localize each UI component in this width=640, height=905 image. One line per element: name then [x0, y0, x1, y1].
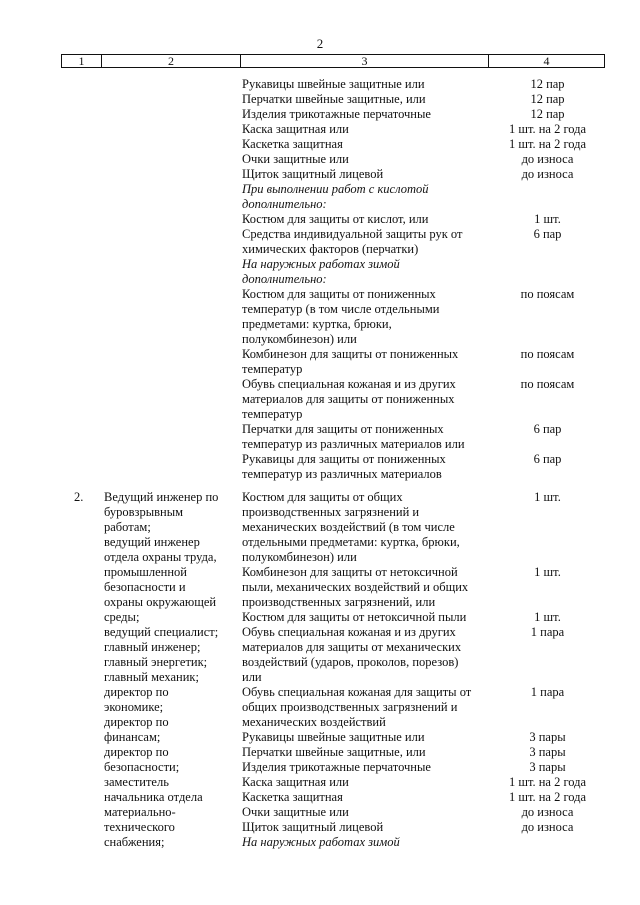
position-line: Ведущий инженер по	[104, 490, 219, 504]
item-line: На наружных работах зимой	[242, 835, 400, 849]
page-number: 2	[316, 36, 324, 51]
item-name	[242, 625, 490, 685]
item-line: Комбинезон для защиты от пониженных	[242, 347, 459, 361]
item-quantity: 1 шт. на 2 года	[508, 790, 587, 804]
item-name	[242, 452, 490, 482]
position-line: охраны окружающей	[104, 595, 217, 609]
section-note	[242, 182, 490, 212]
item-line: Костюм для защиты от нетоксичной пыли	[242, 610, 467, 624]
item-quantity: 1 шт.	[534, 610, 561, 624]
item-line: предметами: куртка, брюки,	[242, 317, 392, 331]
item-line: производственных загрязнений, или	[242, 595, 436, 609]
item-name	[242, 167, 490, 182]
item-line: Костюм для защиты от кислот, или	[242, 212, 429, 226]
item-line: Рукавицы швейные защитные или	[242, 77, 425, 91]
item-quantity: 12 пар	[530, 77, 565, 91]
position-line: главный инженер;	[104, 640, 201, 654]
item-name	[242, 287, 490, 347]
item-line: температур (в том числе отдельными	[242, 302, 440, 316]
item-quantity: по поясам	[520, 347, 575, 361]
item-quantity: 1 шт. на 2 года	[508, 775, 587, 789]
item-name	[242, 685, 490, 730]
item-line: Комбинезон для защиты от нетоксичной	[242, 565, 458, 579]
row-number: 2.	[74, 490, 84, 504]
item-line: температур из различных материалов или	[242, 437, 465, 451]
item-line: Обувь специальная кожаная и из других	[242, 377, 456, 391]
position-line: технического	[104, 820, 175, 834]
header-col-4: 4	[543, 54, 550, 68]
item-name	[242, 122, 490, 137]
section-note	[242, 835, 490, 850]
item-line: Каскетка защитная	[242, 790, 343, 804]
item-name	[242, 107, 490, 122]
item-name	[242, 490, 490, 565]
item-line: производственных загрязнений и	[242, 505, 420, 519]
position-line: снабжения;	[104, 835, 165, 849]
header-col-1: 1	[62, 55, 102, 67]
position-line: экономике;	[104, 700, 164, 714]
item-line: материалов для защиты от механических	[242, 640, 462, 654]
item-name	[242, 92, 490, 107]
item-quantity: 6 пар	[533, 422, 562, 436]
table-header-row	[61, 54, 605, 68]
item-line: механических воздействий (в том числе	[242, 520, 455, 534]
item-line: Изделия трикотажные перчаточные	[242, 760, 431, 774]
item-quantity: 3 пары	[529, 745, 566, 759]
header-col-3: 3	[241, 55, 489, 67]
header-col-2: 2	[102, 55, 241, 67]
item-name	[242, 760, 490, 775]
position-line: отдела охраны труда,	[104, 550, 217, 564]
item-quantity: по поясам	[520, 287, 575, 301]
item-name	[242, 775, 490, 790]
item-name	[242, 347, 490, 377]
position-line: директор по	[104, 745, 169, 759]
item-quantity: 3 пары	[529, 760, 566, 774]
position-line: ведущий специалист;	[104, 625, 219, 639]
item-line: воздействий (ударов, проколов, порезов)	[242, 655, 459, 669]
item-line: На наружных работах зимой	[242, 257, 400, 271]
position-line: директор по	[104, 685, 169, 699]
item-name	[242, 77, 490, 92]
item-line: Перчатки для защиты от пониженных	[242, 422, 444, 436]
item-quantity: до износа	[521, 167, 574, 181]
item-name	[242, 152, 490, 167]
item-quantity: 12 пар	[530, 107, 565, 121]
item-quantity: 1 шт.	[534, 490, 561, 504]
item-line: отдельными предметами: куртка, брюки,	[242, 535, 460, 549]
position-line: буровзрывным	[104, 505, 184, 519]
item-name	[242, 790, 490, 805]
position-line: финансам;	[104, 730, 161, 744]
position-line: безопасности и	[104, 580, 186, 594]
item-line: общих производственных загрязнений и	[242, 700, 458, 714]
item-quantity: 6 пар	[533, 452, 562, 466]
item-line: Каска защитная или	[242, 775, 349, 789]
item-line: температур	[242, 362, 303, 376]
position-line: работам;	[104, 520, 151, 534]
item-line: Костюм для защиты от общих	[242, 490, 403, 504]
item-line: При выполнении работ с кислотой	[242, 182, 429, 196]
item-quantity: 1 шт.	[534, 565, 561, 579]
item-quantity: 1 пара	[530, 625, 565, 639]
item-line: Очки защитные или	[242, 152, 349, 166]
item-quantity: по поясам	[520, 377, 575, 391]
item-name	[242, 565, 490, 610]
position-line: среды;	[104, 610, 140, 624]
item-name	[242, 137, 490, 152]
item-line: температур	[242, 407, 303, 421]
item-quantity: 1 шт. на 2 года	[508, 137, 587, 151]
item-name	[242, 377, 490, 422]
item-line: дополнительно:	[242, 197, 327, 211]
item-quantity: 1 шт.	[534, 212, 561, 226]
item-quantity: до износа	[521, 805, 574, 819]
position-line: начальника отдела	[104, 790, 203, 804]
item-name	[242, 422, 490, 452]
item-line: Рукавицы швейные защитные или	[242, 730, 425, 744]
section-note	[242, 257, 490, 287]
position-line: промышленной	[104, 565, 187, 579]
item-line: пыли, механических воздействий и общих	[242, 580, 469, 594]
position-list	[104, 490, 236, 850]
item-line: материалов для защиты от пониженных	[242, 392, 455, 406]
item-quantity: 6 пар	[533, 227, 562, 241]
position-line: материально-	[104, 805, 176, 819]
item-name	[242, 227, 490, 257]
item-line: Каска защитная или	[242, 122, 349, 136]
item-line: Очки защитные или	[242, 805, 349, 819]
item-line: Изделия трикотажные перчаточные	[242, 107, 431, 121]
item-line: Щиток защитный лицевой	[242, 167, 384, 181]
item-name	[242, 212, 490, 227]
item-quantity: 12 пар	[530, 92, 565, 106]
item-quantity: до износа	[521, 820, 574, 834]
item-quantity: 3 пары	[529, 730, 566, 744]
item-line: Перчатки швейные защитные, или	[242, 745, 426, 759]
item-name	[242, 745, 490, 760]
item-line: Щиток защитный лицевой	[242, 820, 384, 834]
item-line: температур из различных материалов	[242, 467, 442, 481]
item-line: Костюм для защиты от пониженных	[242, 287, 436, 301]
item-quantity: до износа	[521, 152, 574, 166]
item-line: механических воздействий	[242, 715, 386, 729]
position-line: ведущий инженер	[104, 535, 200, 549]
item-line: Каскетка защитная	[242, 137, 343, 151]
item-name	[242, 805, 490, 820]
position-line: безопасности;	[104, 760, 180, 774]
item-quantity: 1 пара	[530, 685, 565, 699]
item-line: Обувь специальная кожаная и из других	[242, 625, 456, 639]
item-line: или	[242, 670, 262, 684]
item-line: Перчатки швейные защитные, или	[242, 92, 426, 106]
position-line: главный энергетик;	[104, 655, 208, 669]
item-line: Обувь специальная кожаная для защиты от	[242, 685, 472, 699]
item-line: химических факторов (перчатки)	[242, 242, 419, 256]
item-line: Рукавицы для защиты от пониженных	[242, 452, 446, 466]
position-line: директор по	[104, 715, 169, 729]
position-line: главный механик;	[104, 670, 199, 684]
item-line: дополнительно:	[242, 272, 327, 286]
item-line: полукомбинезон) или	[242, 332, 357, 346]
item-quantity: 1 шт. на 2 года	[508, 122, 587, 136]
item-name	[242, 730, 490, 745]
item-line: полукомбинезон) или	[242, 550, 357, 564]
item-name	[242, 820, 490, 835]
item-line: Средства индивидуальной защиты рук от	[242, 227, 463, 241]
position-line: заместитель	[104, 775, 169, 789]
item-name	[242, 610, 490, 625]
